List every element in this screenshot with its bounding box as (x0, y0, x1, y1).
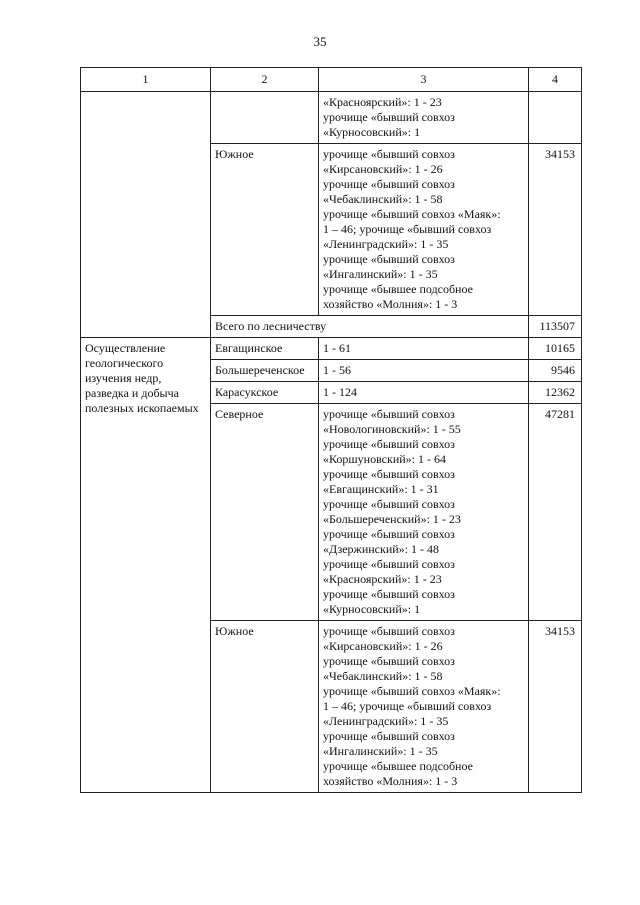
tracts-cell: 1 - 124 (319, 382, 529, 404)
text-line: урочище «бывший совхоз «Маяк»: (323, 684, 501, 698)
forestry-cell: Большереченское (211, 360, 319, 382)
text-line: хозяйство «Молния»: 1 - 3 (323, 774, 458, 788)
text-line: «Чебаклинский»: 1 - 58 (323, 192, 443, 206)
text-line: урочище «бывший совхоз (323, 729, 455, 743)
text-line: урочище «бывший совхоз (323, 497, 455, 511)
column-header: 3 (319, 68, 529, 92)
text-line: разведка и добыча (85, 386, 179, 400)
forestry-cell: Евгащинское (211, 338, 319, 360)
text-line: «Красноярский»: 1 - 23 (323, 572, 442, 586)
text-line: полезных ископаемых (85, 401, 199, 415)
text-line: урочище «бывший совхоз (323, 147, 455, 161)
text-line: «Ленинградский»: 1 - 35 (323, 237, 449, 251)
tracts-cell: 1 - 61 (319, 338, 529, 360)
text-line: 1 – 46; урочище «бывший совхоз (323, 699, 492, 713)
text-line: хозяйство «Молния»: 1 - 3 (323, 297, 458, 311)
area-cell: 9546 (529, 360, 582, 382)
text-line: геологического (85, 356, 164, 370)
text-line: «Курносовский»: 1 (323, 602, 421, 616)
text-line: урочище «бывшее подсобное (323, 759, 473, 773)
text-line: урочище «бывший совхоз (323, 654, 455, 668)
text-line: «Евгащинский»: 1 - 31 (323, 482, 439, 496)
area-cell: 12362 (529, 382, 582, 404)
text-line: урочище «бывший совхоз (323, 437, 455, 451)
forestry-table (80, 67, 582, 793)
activity-cell-empty (81, 92, 211, 338)
page-number: 35 (313, 34, 327, 49)
text-line: «Красноярский»: 1 - 23 (323, 95, 442, 109)
area-cell (529, 92, 582, 144)
area-cell: 34153 (529, 144, 582, 316)
total-area: 113507 (529, 316, 582, 338)
text-line: 1 – 46; урочище «бывший совхоз (323, 222, 492, 236)
column-header: 2 (211, 68, 319, 92)
text-line: урочище «бывший совхоз (323, 527, 455, 541)
text-line: урочище «бывший совхоз (323, 557, 455, 571)
table-row (81, 92, 582, 144)
text-line: «Дзержинский»: 1 - 48 (323, 542, 440, 556)
text-line: «Чебаклинский»: 1 - 58 (323, 669, 443, 683)
forestry-cell: Южное (211, 621, 319, 793)
total-label: Всего по лесничеству (211, 316, 529, 338)
text-line: урочище «бывшее подсобное (323, 282, 473, 296)
text-line: «Кирсановский»: 1 - 26 (323, 162, 443, 176)
area-cell: 47281 (529, 404, 582, 621)
forestry-cell (211, 92, 319, 144)
text-line: «Курносовский»: 1 (323, 125, 421, 139)
text-line: «Коршуновский»: 1 - 64 (323, 452, 446, 466)
tracts-cell: 1 - 56 (319, 360, 529, 382)
text-line: «Ленинградский»: 1 - 35 (323, 714, 449, 728)
text-line: «Ингалинский»: 1 - 35 (323, 267, 438, 281)
text-line: урочище «бывший совхоз «Маяк»: (323, 207, 501, 221)
text-line: урочище «бывший совхоз (323, 252, 455, 266)
text-line: «Ингалинский»: 1 - 35 (323, 744, 438, 758)
text-line: урочище «бывший совхоз (323, 624, 455, 638)
text-line: изучения недр, (85, 371, 162, 385)
table-header-row (81, 68, 582, 92)
tracts-cell (319, 144, 529, 316)
tracts-cell (319, 621, 529, 793)
text-line: урочище «бывший совхоз (323, 467, 455, 481)
text-line: урочище «бывший совхоз (323, 177, 455, 191)
activity-cell (81, 338, 211, 793)
forestry-cell: Южное (211, 144, 319, 316)
column-header: 4 (529, 68, 582, 92)
text-line: урочище «бывший совхоз (323, 407, 455, 421)
area-cell: 34153 (529, 621, 582, 793)
forestry-cell: Карасукское (211, 382, 319, 404)
text-line: урочище «бывший совхоз (323, 110, 455, 124)
text-line: «Новологиновский»: 1 - 55 (323, 422, 461, 436)
forestry-cell: Северное (211, 404, 319, 621)
area-cell: 10165 (529, 338, 582, 360)
text-line: «Большереченский»: 1 - 23 (323, 512, 461, 526)
tracts-cell (319, 92, 529, 144)
text-line: Осуществление (85, 341, 166, 355)
text-line: «Кирсановский»: 1 - 26 (323, 639, 443, 653)
text-line: урочище «бывший совхоз (323, 587, 455, 601)
column-header: 1 (81, 68, 211, 92)
tracts-cell (319, 404, 529, 621)
table-row (81, 338, 582, 360)
